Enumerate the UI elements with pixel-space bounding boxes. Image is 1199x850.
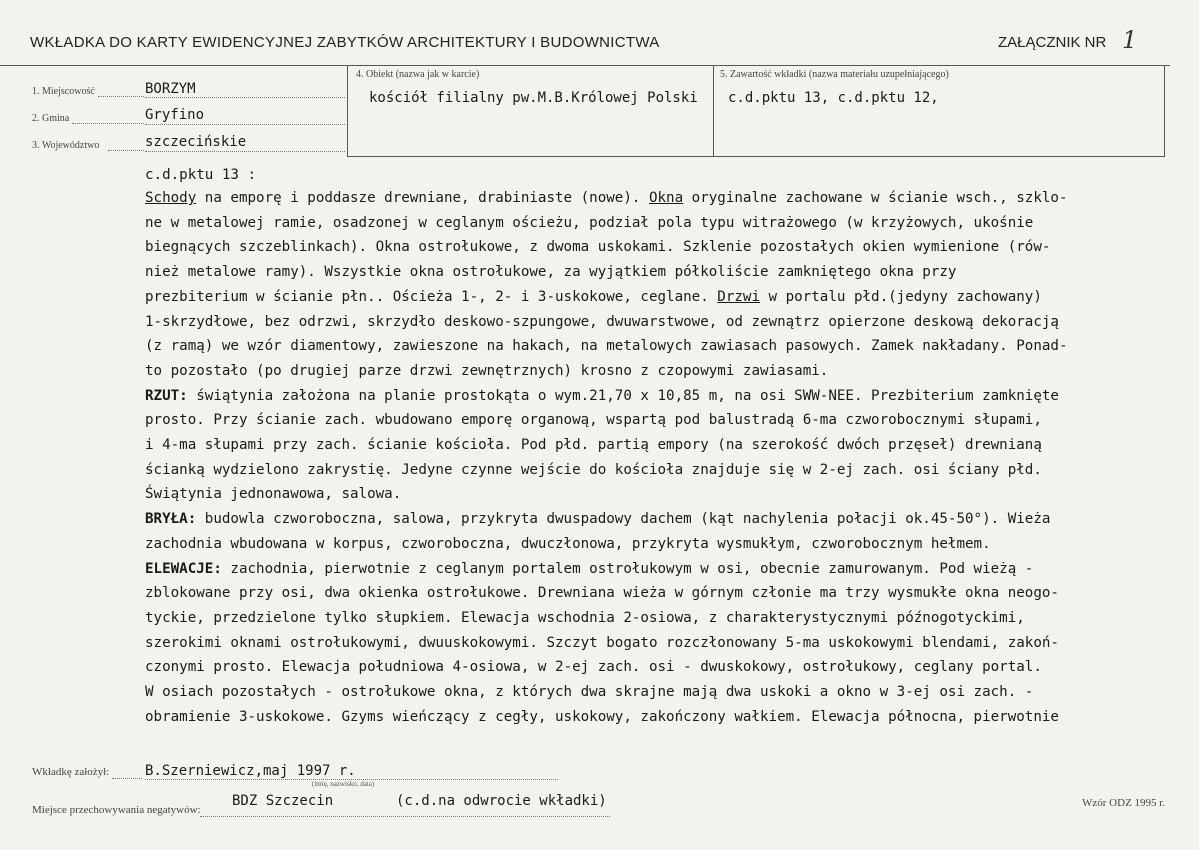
body-text-span: szerokimi oknami ostrołukowymi, dwuuskokowymi. Szczyt bogato rozczłonowany 5-ma uskokowymi blendami, zakoń- (145, 634, 1059, 651)
body-text-span: (z ramą) we wzór diamentowy, zawieszone na hakach, na metalowych zawiasach pasowych. Zamek nakładany. Ponad- (145, 338, 1068, 355)
section-lead: ELEWACJE: (145, 560, 222, 577)
body-line (145, 289, 1042, 305)
body-line (145, 684, 1033, 700)
body-line (145, 635, 1059, 651)
body-line (145, 462, 1042, 478)
body-text-span: Świątynia jednonawowa, salowa. (145, 486, 402, 503)
body-text-span: 1-skrzydłowe, bez odrzwi, skrzydło deskowo-szpungowe, dwuwarstwowe, od zewnątrz opierzone deskową dekoracją (145, 313, 1059, 330)
section-lead: BRYŁA: (145, 511, 197, 528)
body-line (145, 536, 991, 552)
body-line (145, 388, 1059, 404)
divider-1 (347, 65, 348, 157)
body-text-span: prosto. Przy ścianie zach. wbudowano emporę organową, wspartą pod balustradą 6-ma czworobocznymi słupami, (145, 412, 1042, 429)
body-line (145, 363, 828, 379)
body-line (145, 264, 956, 280)
miejscowosc-value: BORZYM (145, 81, 196, 97)
continuation-note: (c.d.na odwrocie wkładki) (396, 793, 607, 809)
header-rule (0, 65, 1170, 66)
body-line (145, 314, 1059, 330)
underlined-term: Drzwi (717, 288, 761, 305)
card-title: WKŁADKA DO KARTY EWIDENCYJNEJ ZABYTKÓW ARCHITEKTURY I BUDOWNICTWA (30, 34, 660, 51)
storage-underline (200, 816, 610, 817)
body-line (145, 585, 1059, 601)
body-line (145, 610, 1025, 626)
body-text-span: świątynia założona na planie prostokąta o wym.21,70 x 10,85 m, na osi SWW-NEE. Prezbiterium zamknięte (187, 387, 1059, 404)
divider-2 (713, 65, 714, 157)
body-text-span: na emporę i poddasze drewniane, drabiniaste (nowe). (196, 190, 649, 206)
body-line (145, 511, 1050, 527)
gmina-value: Gryfino (145, 107, 205, 123)
wojewodztwo-label: 3. Województwo (32, 140, 100, 151)
body-text-span: ścianką wydzielono zakrystię. Jedyne czynne wejście do kościoła znajduje się w 2-ej zach. osi ściany płd. (145, 461, 1042, 478)
divider-3 (1164, 65, 1165, 157)
obiekt-value: kościół filialny pw.M.B.Królowej Polski (369, 90, 698, 106)
gmina-dots (72, 123, 144, 124)
zawartosc-value: c.d.pktu 13, c.d.pktu 12, (728, 90, 939, 106)
body-text-span: to pozostało (po drugiej parze drzwi zewnętrznych) krosno z czopowymi zawiasami. (145, 362, 829, 379)
body-text-span: W osiach pozostałych - ostrołukowe okna, z których dwa skrajne mają dwa uskoki a okno w 3-ej osi zach. - (145, 684, 1034, 700)
body-text-span: oryginalne zachowane w ścianie wsch., szklo- (683, 190, 1068, 206)
miejscowosc-label: 1. Miejscowość (32, 86, 95, 97)
body-heading: c.d.pktu 13 : (145, 167, 257, 183)
underlined-term: Okna (648, 190, 684, 206)
body-line (145, 412, 1042, 428)
body-line (145, 215, 1033, 231)
body-text-span: nież metalowe ramy). Wszystkie okna ostrołukowe, za wyjątkiem półkoliście zamkniętego okna przy (145, 264, 957, 281)
wojewodztwo-value: szczecińskie (145, 134, 247, 150)
attachment-label: ZAŁĄCZNIK NR (998, 34, 1107, 51)
author-hint: (imię, nazwisko, data) (312, 780, 375, 788)
body-text-span: czonymi prosto. Elewacja południowa 4-osiowa, w 2-ej zach. osi - dwuskokowy, ostrołukowy, ceglany portal. (145, 659, 1042, 676)
zawartosc-label: 5. Zawartość wkładki (nazwa materiału uzupełniającego) (720, 69, 949, 80)
gmina-underline (145, 124, 345, 125)
body-line (145, 190, 1068, 206)
wojewodztwo-underline (145, 151, 345, 152)
body-line (145, 239, 1050, 255)
body-line (145, 338, 1068, 354)
body-text-span: biegnących szczeblinkach). Okna ostrołukowe, z dwoma uskokami. Szklenie pozostałych okien wymienione (rów- (145, 239, 1051, 256)
body-text-span: zachodnia wbudowana w korpus, czworoboczna, dwuczłonowa, przykryta wysmukłym, czworobocznym hełmem. (145, 535, 991, 552)
body-text-span: zblokowane przy osi, dwa okienka ostrołukowe. Drewniana wieża w górnym członie ma trzy wysmukłe okna neogo- (145, 585, 1059, 602)
storage-label: Miejsce przechowywania negatywów: (32, 804, 201, 816)
author-label: Wkładkę założył: (32, 766, 110, 778)
body-text-span: prezbiterium w ścianie płn.. Ościeża 1-, 2- i 3-uskokowe, ceglane. (145, 288, 718, 305)
miejscowosc-underline (145, 97, 345, 98)
section-lead: Schody (145, 190, 197, 206)
body-text-span: tyckie, przedzielone tylko słupkiem. Elewacja wschodnia 2-osiowa, z charakterystycznymi późnogotyckimi, (145, 609, 1025, 626)
body-line (145, 561, 1033, 577)
author-value: B.Szerniewicz,maj 1997 r. (145, 763, 356, 779)
body-text-span: obramienie 3-uskokowe. Gzyms wieńczący z cegły, uskokowy, zakończony wałkiem. Elewacja północna, pierwotnie (145, 708, 1059, 725)
section-lead: RZUT: (145, 387, 188, 404)
gmina-label: 2. Gmina (32, 113, 70, 124)
body-line (145, 659, 1042, 675)
miejscowosc-dots (98, 96, 144, 97)
body-text-span: i 4-ma słupami przy zach. ścianie kościoła. Pod płd. partią empory (na szerokość dwóch przęseł) drewnianą (145, 437, 1042, 453)
body-text-span: budowla czworoboczna, salowa, przykryta dwuspadowy dachem (kąt nachylenia połacji ok.45-50°). Wieża (196, 511, 1051, 528)
body-text-span: ne w metalowej ramie, osadzonej w ceglanym ościeżu, podział pola typu witrażowego (w krzyżowych, ukośnie (145, 214, 1034, 231)
body-line (145, 486, 401, 502)
storage-value: BDZ Szczecin (232, 793, 334, 809)
author-label-dots (112, 778, 142, 779)
fields-rule (347, 156, 1165, 157)
form-id: Wzór ODZ 1995 r. (1082, 797, 1166, 809)
body-line (145, 709, 1059, 725)
body-text-span: zachodnia, pierwotnie z ceglanym portalem ostrołukowym w osi, obecnie zamurowanym. Pod wieżą - (221, 560, 1034, 577)
body-line (145, 437, 1042, 453)
obiekt-label: 4. Obiekt (nazwa jak w karcie) (356, 69, 480, 80)
body-text-span: w portalu płd.(jedyny zachowany) (760, 288, 1042, 305)
wojewodztwo-dots (108, 150, 144, 151)
attachment-number: 1 (1122, 26, 1138, 54)
